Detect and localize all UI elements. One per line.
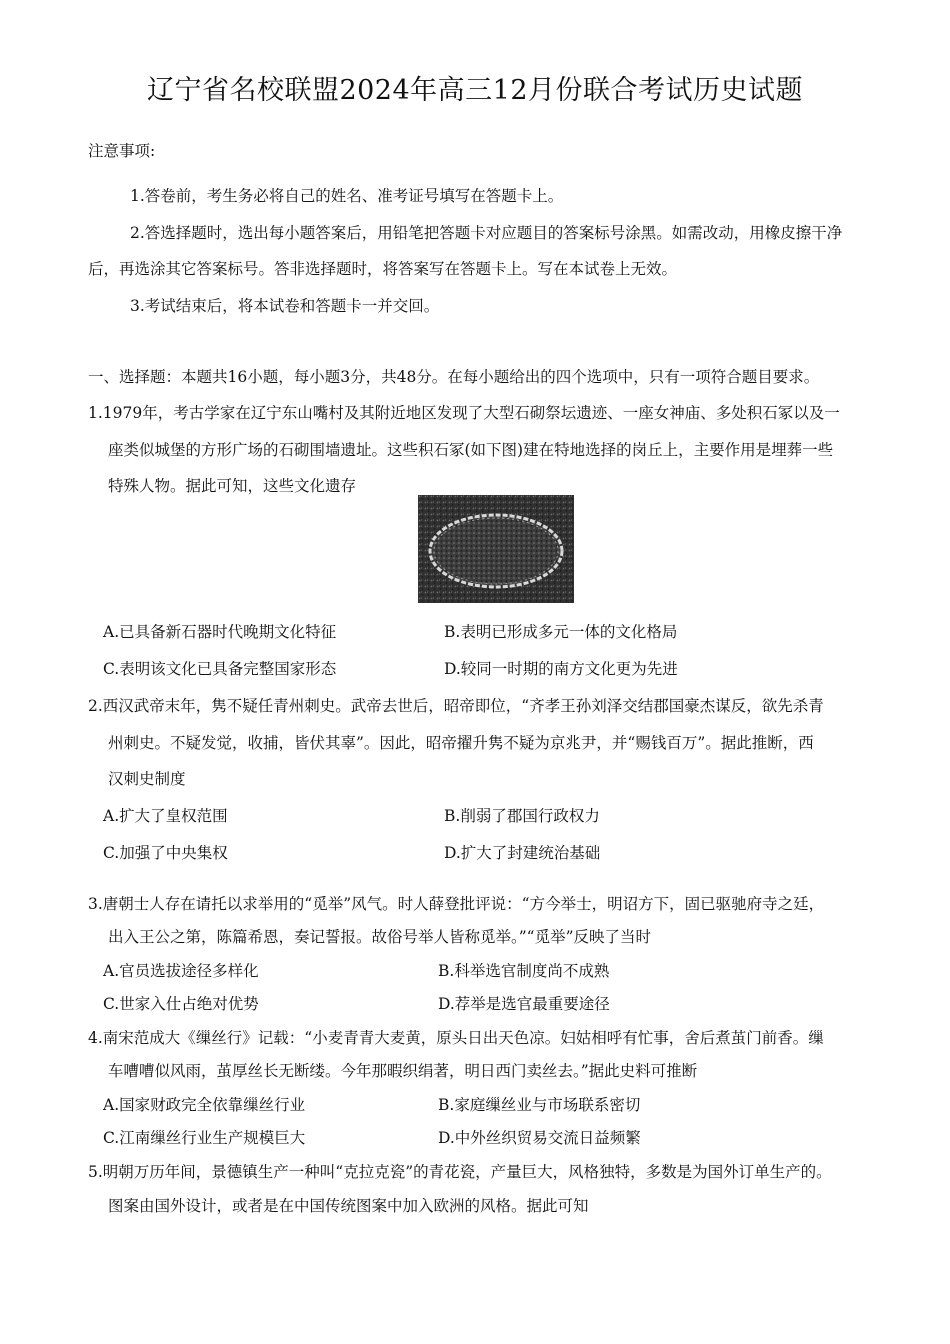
- question-4-line-2: 车嘈嘈似风雨，茧厚丝长无断缕。今年那暇织绢著，明日西门卖丝去。”据此史料可推断: [108, 1062, 698, 1080]
- question-3-option-a: A.官员选拔途径多样化: [103, 962, 259, 980]
- question-5-line-2: 图案由国外设计，或者是在中国传统图案中加入欧洲的风格。据此可知: [108, 1197, 589, 1215]
- question-4-option-c: C.江南缫丝行业生产规模巨大: [103, 1129, 306, 1147]
- question-2-option-d: D.扩大了封建统治基础: [444, 844, 601, 862]
- notice-item-1: 1.答卷前，考生务必将自己的姓名、准考证号填写在答题卡上。: [130, 187, 564, 205]
- question-1-option-b: B.表明已形成多元一体的文化格局: [444, 623, 678, 641]
- question-2-line-2: 州刺史。不疑发觉，收捕，皆伏其辜”。因此，昭帝擢升隽不疑为京兆尹，并“赐钱百万”。据此推断，西: [108, 734, 814, 752]
- question-3-line-2: 出入王公之第，陈篇希恩，奏记誓报。故俗号举人皆称觅举。”“觅举”反映了当时: [108, 928, 652, 946]
- question-3-option-b: B.科举选官制度尚不成熟: [438, 962, 610, 980]
- section-1-heading: 一、选择题：本题共16小题，每小题3分，共48分。在每小题给出的四个选项中，只有一项符合题目要求。: [88, 368, 820, 386]
- question-1-option-c: C.表明该文化已具备完整国家形态: [103, 660, 337, 678]
- notice-item-3: 3.考试结束后，将本试卷和答题卡一并交回。: [130, 297, 440, 315]
- question-1-option-d: D.较同一时期的南方文化更为先进: [444, 660, 678, 678]
- question-5-line-1: 5.明朝万历年间，景德镇生产一种叫“克拉克瓷”的青花瓷，产量巨大，风格独特，多数是为国外订单生产的。: [88, 1163, 832, 1181]
- question-3-option-c: C.世家入仕占绝对优势: [103, 995, 259, 1013]
- question-1-line-2: 座类似城堡的方形广场的石砌围墙遗址。这些积石冢(如下图)建在特地选择的岗丘上，主要作用是埋葬一些: [108, 441, 834, 459]
- question-1-line-1: 1.1979年，考古学家在辽宁东山嘴村及其附近地区发现了大型石砌祭坛遗迹、一座女神庙、多处积石冢以及一: [88, 404, 840, 422]
- question-4-line-1: 4.南宋范成大《缫丝行》记载：“小麦青青大麦黄，原头日出天色凉。妇姑相呼有忙事，舍后煮茧门前香。缫: [88, 1029, 824, 1047]
- question-2-option-b: B.削弱了郡国行政权力: [444, 807, 600, 825]
- question-4-option-b: B.家庭缫丝业与市场联系密切: [438, 1096, 641, 1114]
- question-1-line-3: 特殊人物。据此可知，这些文化遗存: [108, 477, 357, 495]
- stone-cairn-photo: [418, 495, 574, 603]
- question-2-option-a: A.扩大了皇权范围: [103, 807, 228, 825]
- notice-item-2-line-1: 2.答选择题时，选出每小题答案后，用铅笔把答题卡对应题目的答案标号涂黑。如需改动，用橡皮擦干净: [130, 224, 843, 242]
- notice-heading: 注意事项:: [88, 142, 156, 160]
- question-3-line-1: 3.唐朝士人存在请托以求举用的“觅举”风气。时人薛登批评说：“方今举士，明诏方下，固已驱驰府寺之廷，: [88, 895, 825, 913]
- stone-cairn-photo-image: [418, 495, 574, 603]
- question-4-option-d: D.中外丝织贸易交流日益频繁: [438, 1129, 641, 1147]
- question-2-option-c: C.加强了中央集权: [103, 844, 228, 862]
- question-2-line-3: 汉刺史制度: [108, 770, 186, 788]
- question-1-option-a: A.已具备新石器时代晚期文化特征: [103, 623, 337, 641]
- question-2-line-1: 2.西汉武帝末年，隽不疑任青州刺史。武帝去世后，昭帝即位，“齐孝王孙刘泽交结郡国豪杰谋反，欲先杀青: [88, 697, 824, 715]
- question-3-option-d: D.荐举是选官最重要途径: [438, 995, 610, 1013]
- notice-item-2-line-2: 后，再选涂其它答案标号。答非选择题时，将答案写在答题卡上。写在本试卷上无效。: [88, 260, 678, 278]
- question-4-option-a: A.国家财政完全依靠缫丝行业: [103, 1096, 306, 1114]
- exam-title: 辽宁省名校联盟2024年高三12月份联合考试历史试题: [146, 75, 804, 106]
